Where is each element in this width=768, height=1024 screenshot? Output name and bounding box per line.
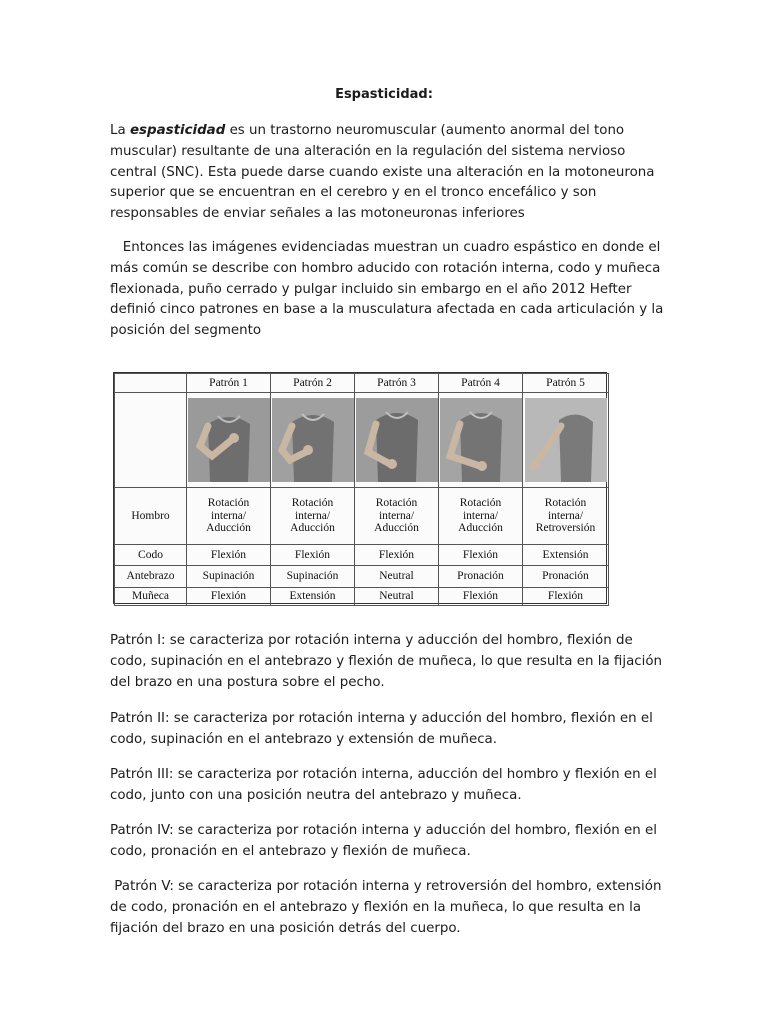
- cell-muneca-1: Flexión: [187, 588, 271, 606]
- cell-codo-1: Flexión: [187, 545, 271, 566]
- pattern-5-paragraph: Patrón V: se caracteriza por rotación interna y retroversión del hombro, extensión de codo, pronación en el antebrazo y flexión en la muñeca, lo que resulta en la fijación del brazo en una posición detrás del cuerpo.: [110, 879, 666, 936]
- second-paragraph: Entonces las imágenes evidenciadas muestran un cuadro espástico en donde el más común se describe con hombro aducido con rotación interna, codo y muñeca flexionada, puño cerrado y pulgar incluido sin embargo en el año 2012 Hefter definió cinco patrones en base a la musculatura afectada en cada articulación y la posición del segmento: [110, 240, 668, 339]
- cell-antebrazo-3: Neutral: [355, 566, 439, 588]
- cell-hombro-5: Rotación interna/ Retroversión: [523, 488, 609, 545]
- cell-codo-5: Extensión: [523, 545, 609, 566]
- pattern-2-photo: [272, 398, 354, 482]
- pattern-2-paragraph: Patrón II: se caracteriza por rotación interna y aducción del hombro, flexión en el codo, supinación en el antebrazo y extensión de muñeca.: [110, 711, 653, 747]
- cell-antebrazo-2: Supinación: [271, 566, 355, 588]
- cell-muneca-2: Extensión: [271, 588, 355, 606]
- cell-muneca-5: Flexión: [523, 588, 609, 606]
- pattern-4-paragraph: Patrón IV: se caracteriza por rotación interna y aducción del hombro, flexión en el codo, pronación en el antebrazo y flexión de muñeca.: [110, 823, 657, 859]
- photo-cell-2: [271, 393, 355, 488]
- document-title: Espasticidad:: [335, 87, 433, 102]
- intro-paragraph: [110, 121, 670, 225]
- cell-muneca-3: Neutral: [355, 588, 439, 606]
- pattern-3-paragraph: Patrón III: se caracteriza por rotación interna, aducción del hombro y flexión en el codo, junto con una posición neutra del antebrazo y muñeca.: [110, 767, 657, 803]
- photo-cell-1: [187, 393, 271, 488]
- cell-hombro-2: Rotación interna/ Aducción: [271, 488, 355, 545]
- table-photo-row: [115, 393, 609, 488]
- table-row-muneca: [115, 588, 609, 606]
- table-row-codo: [115, 545, 609, 566]
- cell-antebrazo-1: Supinación: [187, 566, 271, 588]
- row-label-muneca: Muñeca: [115, 588, 187, 606]
- cell-codo-3: Flexión: [355, 545, 439, 566]
- cell-codo-2: Flexión: [271, 545, 355, 566]
- intro-term: espasticidad: [129, 123, 226, 138]
- pattern-1-paragraph: Patrón I: se caracteriza por rotación interna y aducción del hombro, flexión de codo, supinación en el antebrazo y flexión de muñeca, lo que resulta en la fijación del brazo en una postura sobre el pecho.: [110, 633, 663, 690]
- intro-rest: es un trastorno neuromuscular (aumento anormal del tono muscular) resultante de una alteración en la regulación del sistema nervioso central (SNC). Esta puede darse cuando existe una alteración en la motoneurona superior que se encuentran en el cerebro y en el tronco encefálico y son responsables de enviar señales a las motoneuronas inferiores: [110, 123, 655, 222]
- patterns-table-figure: [113, 372, 607, 604]
- cell-antebrazo-5: Pronación: [523, 566, 609, 588]
- photo-cell-4: [439, 393, 523, 488]
- intro-prefix: La: [110, 123, 130, 138]
- header-pattern-3: Patrón 3: [355, 374, 439, 393]
- patterns-table: [114, 373, 609, 606]
- header-pattern-1: Patrón 1: [187, 374, 271, 393]
- header-pattern-5: Patrón 5: [523, 374, 609, 393]
- row-label-codo: Codo: [115, 545, 187, 566]
- row-label-antebrazo: Antebrazo: [115, 566, 187, 588]
- cell-hombro-3: Rotación interna/ Aducción: [355, 488, 439, 545]
- header-pattern-2: Patrón 2: [271, 374, 355, 393]
- pattern-4-photo: [440, 398, 522, 482]
- cell-hombro-1: Rotación interna/ Aducción: [187, 488, 271, 545]
- header-pattern-4: Patrón 4: [439, 374, 523, 393]
- pattern-5-photo: [525, 398, 607, 482]
- pattern-1-photo: [188, 398, 270, 482]
- pattern-3-photo: [356, 398, 438, 482]
- table-corner-cell: [115, 374, 187, 393]
- table-row-hombro: [115, 488, 609, 545]
- cell-hombro-4: Rotación interna/ Aducción: [439, 488, 523, 545]
- table-header-row: [115, 374, 609, 393]
- photo-row-label-cell: [115, 393, 187, 488]
- cell-antebrazo-4: Pronación: [439, 566, 523, 588]
- table-row-antebrazo: [115, 566, 609, 588]
- row-label-hombro: Hombro: [115, 488, 187, 545]
- photo-cell-5: [523, 393, 609, 488]
- cell-codo-4: Flexión: [439, 545, 523, 566]
- photo-cell-3: [355, 393, 439, 488]
- cell-muneca-4: Flexión: [439, 588, 523, 606]
